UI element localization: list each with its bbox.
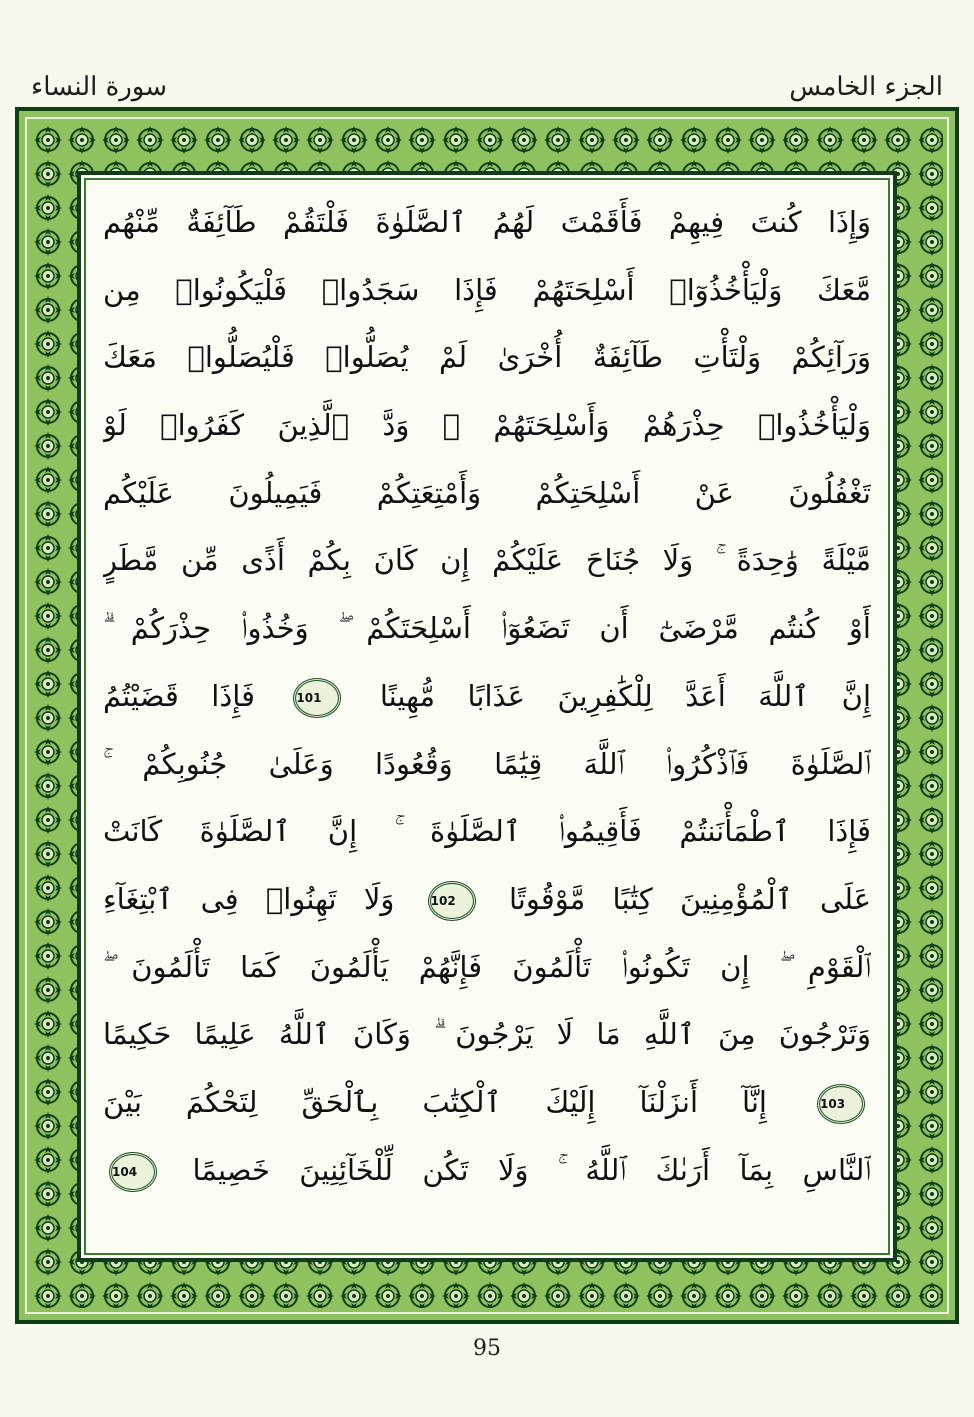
verse-text: وَتَرْجُونَ مِنَ ٱللَّهِ مَا لَا يَرْجُونَ ۗ وَكَانَ ٱللَّهُ عَلِيمًا حَكِيمًا	[103, 1017, 871, 1052]
verse-line	[103, 460, 871, 528]
verse-text: وَلْيَأْخُذُوا۟ حِذْرَهُمْ وَأَسْلِحَتَهُمْ ۗ وَدَّ ٱلَّذِينَ كَفَرُوا۟ لَوْ	[103, 408, 871, 443]
verse-text: مَّعَكَ وَلْيَأْخُذُوٓا۟ أَسْلِحَتَهُمْ فَإِذَا سَجَدُوا۟ فَلْيَكُونُوا۟ مِن	[103, 272, 871, 307]
verse-line	[103, 324, 871, 392]
ayah-number-marker: 104	[109, 1152, 157, 1192]
verse-line	[103, 257, 871, 325]
verse-line	[103, 527, 871, 595]
verse-text: تَغْفُلُونَ عَنْ أَسْلِحَتِكُمْ وَأَمْتِعَتِكُمْ فَيَمِيلُونَ عَلَيْكُم	[103, 475, 871, 510]
verse-line	[103, 731, 871, 799]
verse-text: إِنَّآ أَنزَلْنَآ إِلَيْكَ ٱلْكِتَٰبَ بِٱلْحَقِّ لِتَحْكُمَ بَيْنَ	[103, 1084, 767, 1119]
verse-text: مَّيْلَةً وَٰحِدَةً ۚ وَلَا جُنَاحَ عَلَيْكُمْ إِن كَانَ بِكُمْ أَذًى مِّن مَّطَرٍ	[103, 543, 871, 578]
verse-line	[103, 392, 871, 460]
verse-line	[103, 1069, 871, 1137]
verse-text: فَإِذَا ٱطْمَأْنَنتُمْ فَأَقِيمُوا۟ ٱلصَّلَوٰةَ ۚ إِنَّ ٱلصَّلَوٰةَ كَانَتْ	[103, 814, 871, 849]
verse-line	[103, 595, 871, 663]
verse-text: ٱلْقَوْمِ ۖ إِن تَكُونُوا۟ تَأْلَمُونَ فَإِنَّهُمْ يَأْلَمُونَ كَمَا تَأْلَمُونَ ۖ	[103, 949, 871, 984]
verse-text: وَلَا تَهِنُوا۟ فِى ٱبْتِغَآءِ	[103, 881, 395, 916]
page-header	[15, 72, 959, 108]
verse-line	[103, 934, 871, 1002]
verse-text: ٱلنَّاسِ بِمَآ أَرَىٰكَ ٱللَّهُ ۚ وَلَا تَكُن لِّلْخَآئِنِينَ خَصِيمًا	[192, 1152, 871, 1187]
ayah-number-marker: 102	[428, 881, 476, 921]
juz-title: الجزء الخامس	[789, 72, 943, 102]
ayah-number-marker: 101	[293, 678, 341, 718]
verse-text: وَإِذَا كُنتَ فِيهِمْ فَأَقَمْتَ لَهُمُ ٱلصَّلَوٰةَ فَلْتَقُمْ طَآئِفَةٌ مِّنْهُم	[103, 205, 871, 239]
verse-line	[103, 189, 871, 257]
verse-lines	[103, 189, 871, 1204]
verse-text: إِنَّ ٱللَّهَ أَعَدَّ لِلْكَٰفِرِينَ عَذَابًا مُّهِينًا	[379, 678, 871, 713]
verse-line	[103, 798, 871, 866]
ayah-number-marker: 103	[817, 1084, 865, 1124]
verse-text: فَإِذَا قَضَيْتُمُ	[103, 678, 255, 713]
verse-text: ٱلصَّلَوٰةَ فَٱذْكُرُوا۟ ٱللَّهَ قِيَٰمًا وَقُعُودًا وَعَلَىٰ جُنُوبِكُمْ ۚ	[103, 746, 871, 781]
surah-title: سورة النساء	[31, 72, 167, 102]
verse-line	[103, 1001, 871, 1069]
verse-text: وَرَآئِكُمْ وَلْتَأْتِ طَآئِفَةٌ أُخْرَىٰ لَمْ يُصَلُّوا۟ فَلْيُصَلُّوا۟ مَعَكَ	[103, 340, 871, 375]
verse-line	[103, 866, 871, 934]
page-number: 95	[473, 1336, 501, 1361]
verse-line	[103, 663, 871, 731]
verse-text: عَلَى ٱلْمُؤْمِنِينَ كِتَٰبًا مَّوْقُوتًا	[508, 881, 871, 916]
verse-line	[103, 1137, 871, 1205]
verse-text: أَوْ كُنتُم مَّرْضَىٰٓ أَن تَضَعُوٓا۟ أَسْلِحَتَكُمْ ۖ وَخُذُوا۟ حِذْرَكُمْ ۗ	[103, 611, 871, 646]
text-panel	[77, 171, 897, 1262]
